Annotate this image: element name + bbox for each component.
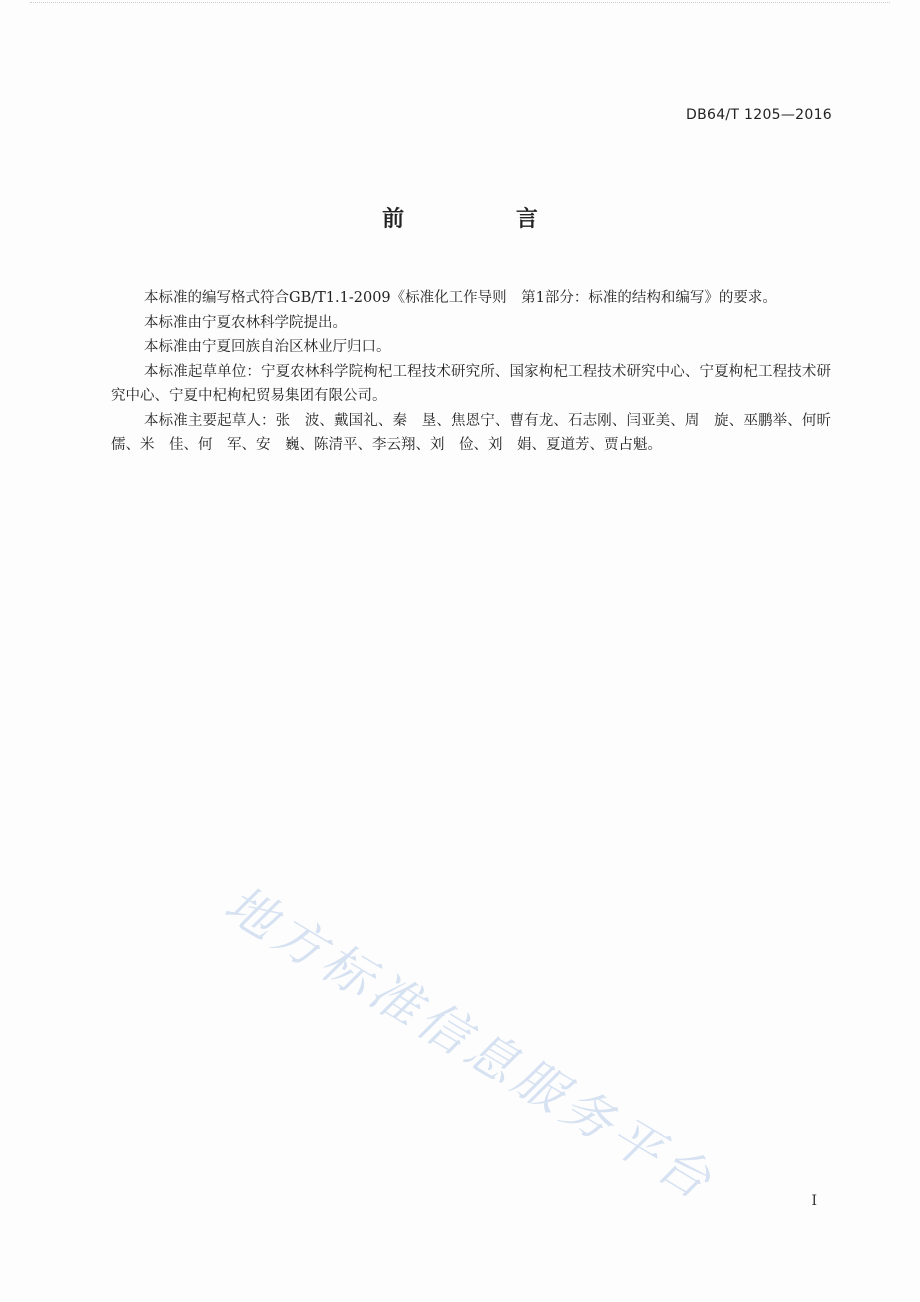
paragraph-administrator: 本标准由宁夏回族自治区林业厅归口。 bbox=[144, 339, 391, 355]
paragraph-format: 本标准的编写格式符合GB/T1.1-2009《标准化工作导则 第1部分：标准的结构和编写》的要求。 bbox=[144, 290, 777, 306]
page-number: I bbox=[811, 1193, 817, 1209]
watermark: 地方标准信息服务平台 bbox=[215, 874, 725, 1213]
foreword-body bbox=[111, 286, 831, 458]
paragraph-drafters: 本标准主要起草人：张 波、戴国礼、秦 垦、焦恩宁、曹有龙、石志刚、闫亚美、周 旋、巫鹏举、何昕儒、米 佳、何 军、安 巍、陈清平、李云翔、刘 俭、刘 娟、夏道芳、贾占魁。 bbox=[111, 412, 831, 453]
standard-code: DB64/T 1205—2016 bbox=[686, 107, 832, 123]
paragraph-drafting-units: 本标准起草单位：宁夏农林科学院枸杞工程技术研究所、国家枸杞工程技术研究中心、宁夏枸杞工程技术研究中心、宁夏中杞枸杞贸易集团有限公司。 bbox=[111, 363, 831, 404]
paragraph-proposer: 本标准由宁夏农林科学院提出。 bbox=[144, 314, 347, 331]
scan-edge-divider bbox=[30, 2, 890, 4]
foreword-title: 前 言 bbox=[382, 207, 590, 232]
